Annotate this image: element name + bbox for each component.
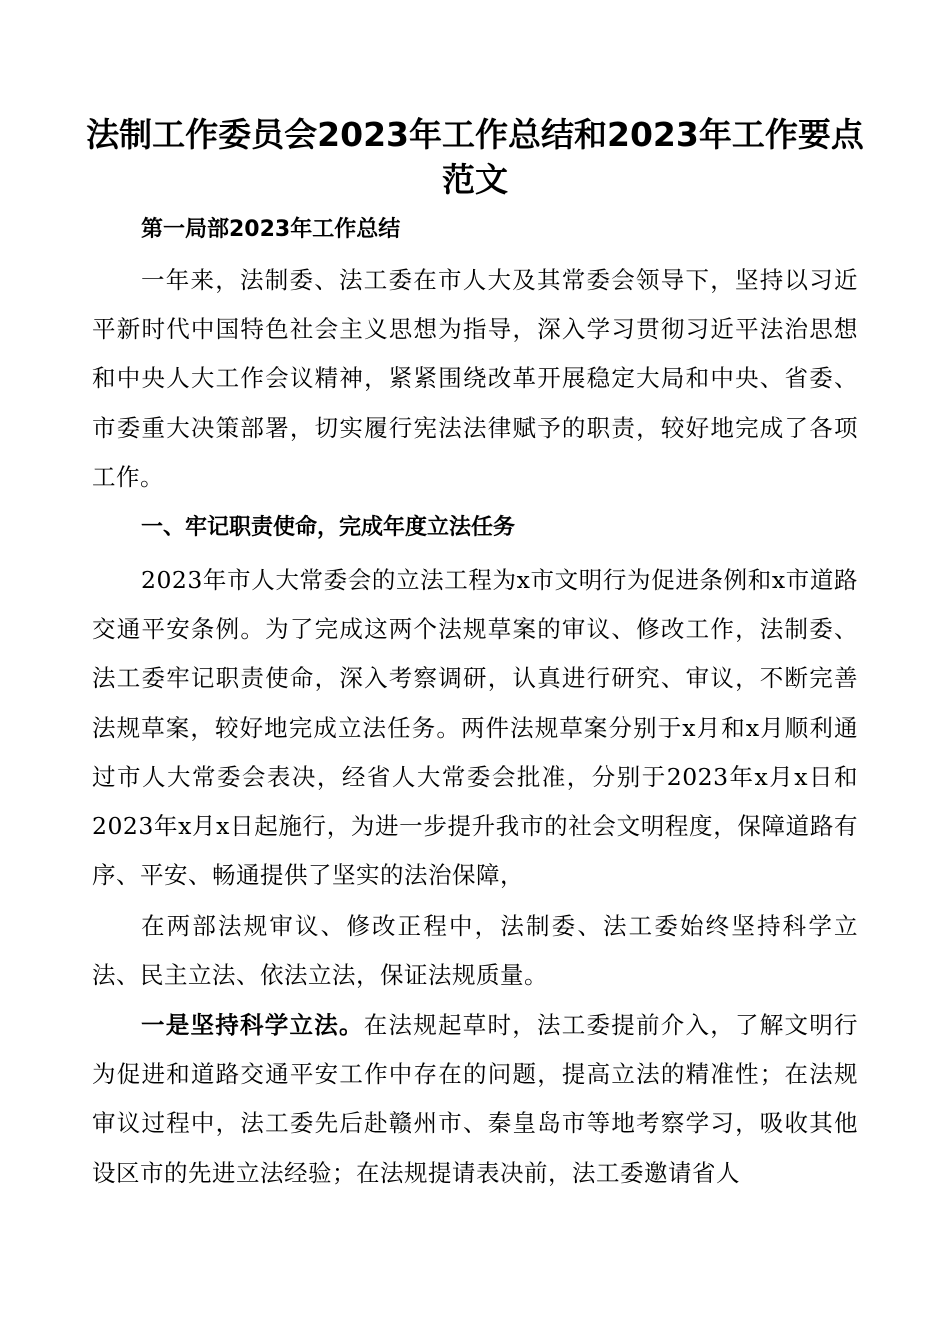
paragraph-lead-phrase: 一是坚持科学立法。 xyxy=(141,1011,364,1039)
intro-paragraph: 一年来，法制委、法工委在市人大及其常委会领导下，坚持以习近平新时代中国特色社会主义思想为指导，深入学习贯彻习近平法治思想和中央人大工作会议精神，紧紧围绕改革开展稳定大局和中央、省委、市委重大决策部署，切实履行宪法法律赋予的职责，较好地完成了各项工作。 xyxy=(92,266,858,491)
section1-heading: 一、牢记职责使命，完成年度立法任务 xyxy=(141,515,516,540)
part1-heading: 第一局部2023年工作总结 xyxy=(141,217,401,242)
section1-paragraph-2: 在两部法规审议、修改正程中，法制委、法工委始终坚持科学立法、民主立法、依法立法，保证法规质量。 xyxy=(92,912,858,990)
section1-paragraph-1: 2023年市人大常委会的立法工程为x市文明行为促进条例和x市道路交通平安条例。为了完成这两个法规草案的审议、修改工作，法制委、法工委牢记职责使命，深入考察调研，认真进行研究、审议，不断完善法规草案，较好地完成立法任务。两件法规草案分别于x月和x月顺利通过市人大常委会表决，经省人大常委会批准，分别于2023年x月x日和2023年x月x日起施行，为进一步提升我市的社会文明程度，保障道路有序、平安、畅通提供了坚实的法治保障， xyxy=(92,566,858,890)
section1-paragraph-3 xyxy=(92,1001,858,1198)
document-title: 法制工作委员会2023年工作总结和2023年工作要点范文 xyxy=(86,115,864,199)
paragraph-body-text: 在法规起草时，法工委提前介入，了解文明行为促进和道路交通平安工作中存在的问题，提高立法的精准性；在法规审议过程中，法工委先后赴赣州市、秦皇岛市等地考察学习，吸收其他设区市的先进立法经验；在法规提请表决前，法工委邀请省人 xyxy=(92,1011,858,1187)
